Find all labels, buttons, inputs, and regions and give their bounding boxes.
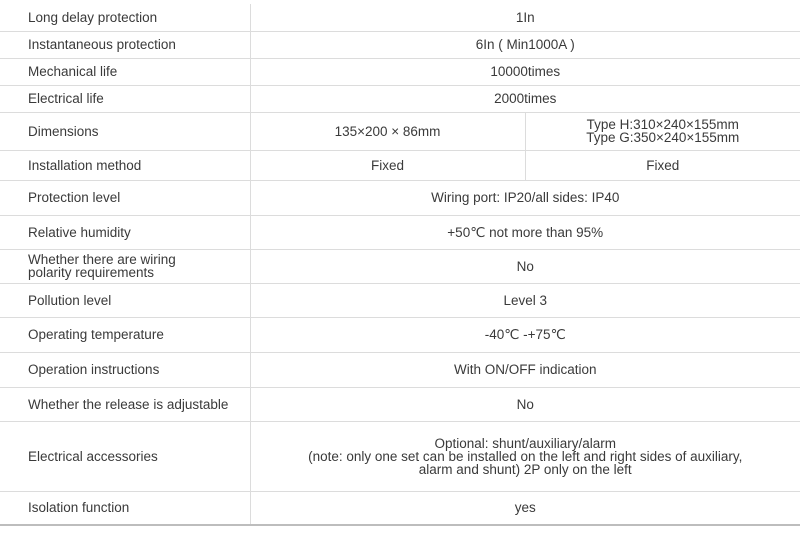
- row-value-secondary: Fixed: [525, 150, 800, 180]
- row-value: With ON/OFF indication: [250, 352, 800, 387]
- value-line: Optional: shunt/auxiliary/alarm: [251, 437, 800, 450]
- row-value: Wiring port: IP20/all sides: IP40: [250, 180, 800, 215]
- table-row: [0, 85, 800, 112]
- row-label: Electrical life: [0, 85, 250, 112]
- row-label: Operating temperature: [0, 317, 250, 352]
- value-line: (note: only one set can be installed on the left and right sides of auxiliary,: [251, 450, 800, 463]
- row-label: Pollution level: [0, 283, 250, 317]
- table-row: [0, 491, 800, 525]
- table-row: [0, 150, 800, 180]
- table-row: [0, 58, 800, 85]
- row-value: yes: [250, 491, 800, 525]
- row-value: No: [250, 249, 800, 283]
- row-value: [250, 421, 800, 491]
- table-row: [0, 180, 800, 215]
- table-row: [0, 31, 800, 58]
- table-row: [0, 387, 800, 421]
- table-row: [0, 283, 800, 317]
- row-value: Level 3: [250, 283, 800, 317]
- row-value: No: [250, 387, 800, 421]
- row-label: Whether the release is adjustable: [0, 387, 250, 421]
- table-row: [0, 317, 800, 352]
- spec-table: [0, 4, 800, 526]
- value-line: Type H:310×240×155mm: [526, 118, 800, 131]
- row-label: Instantaneous protection: [0, 31, 250, 58]
- table-row: [0, 112, 800, 150]
- label-line: Whether there are wiring: [28, 253, 250, 266]
- row-label: Electrical accessories: [0, 421, 250, 491]
- value-line: Type G:350×240×155mm: [526, 131, 800, 144]
- row-value: +50℃ not more than 95%: [250, 215, 800, 249]
- value-line: alarm and shunt) 2P only on the left: [251, 463, 800, 476]
- row-value: Fixed: [250, 150, 525, 180]
- row-label: [0, 249, 250, 283]
- table-row: [0, 249, 800, 283]
- row-value: 135×200 × 86mm: [250, 112, 525, 150]
- table-row: [0, 352, 800, 387]
- row-label: Dimensions: [0, 112, 250, 150]
- row-value: 2000times: [250, 85, 800, 112]
- row-label: Relative humidity: [0, 215, 250, 249]
- row-label: Long delay protection: [0, 4, 250, 31]
- row-value: 1In: [250, 4, 800, 31]
- row-label: Mechanical life: [0, 58, 250, 85]
- table-row: [0, 4, 800, 31]
- row-label: Isolation function: [0, 491, 250, 525]
- row-label: Installation method: [0, 150, 250, 180]
- row-label: Operation instructions: [0, 352, 250, 387]
- label-line: polarity requirements: [28, 266, 250, 279]
- table-row: [0, 421, 800, 491]
- row-value: -40℃ -+75℃: [250, 317, 800, 352]
- row-value-secondary: [525, 112, 800, 150]
- row-value: 6In ( Min1000A ): [250, 31, 800, 58]
- row-value: 10000times: [250, 58, 800, 85]
- table-row: [0, 215, 800, 249]
- row-label: Protection level: [0, 180, 250, 215]
